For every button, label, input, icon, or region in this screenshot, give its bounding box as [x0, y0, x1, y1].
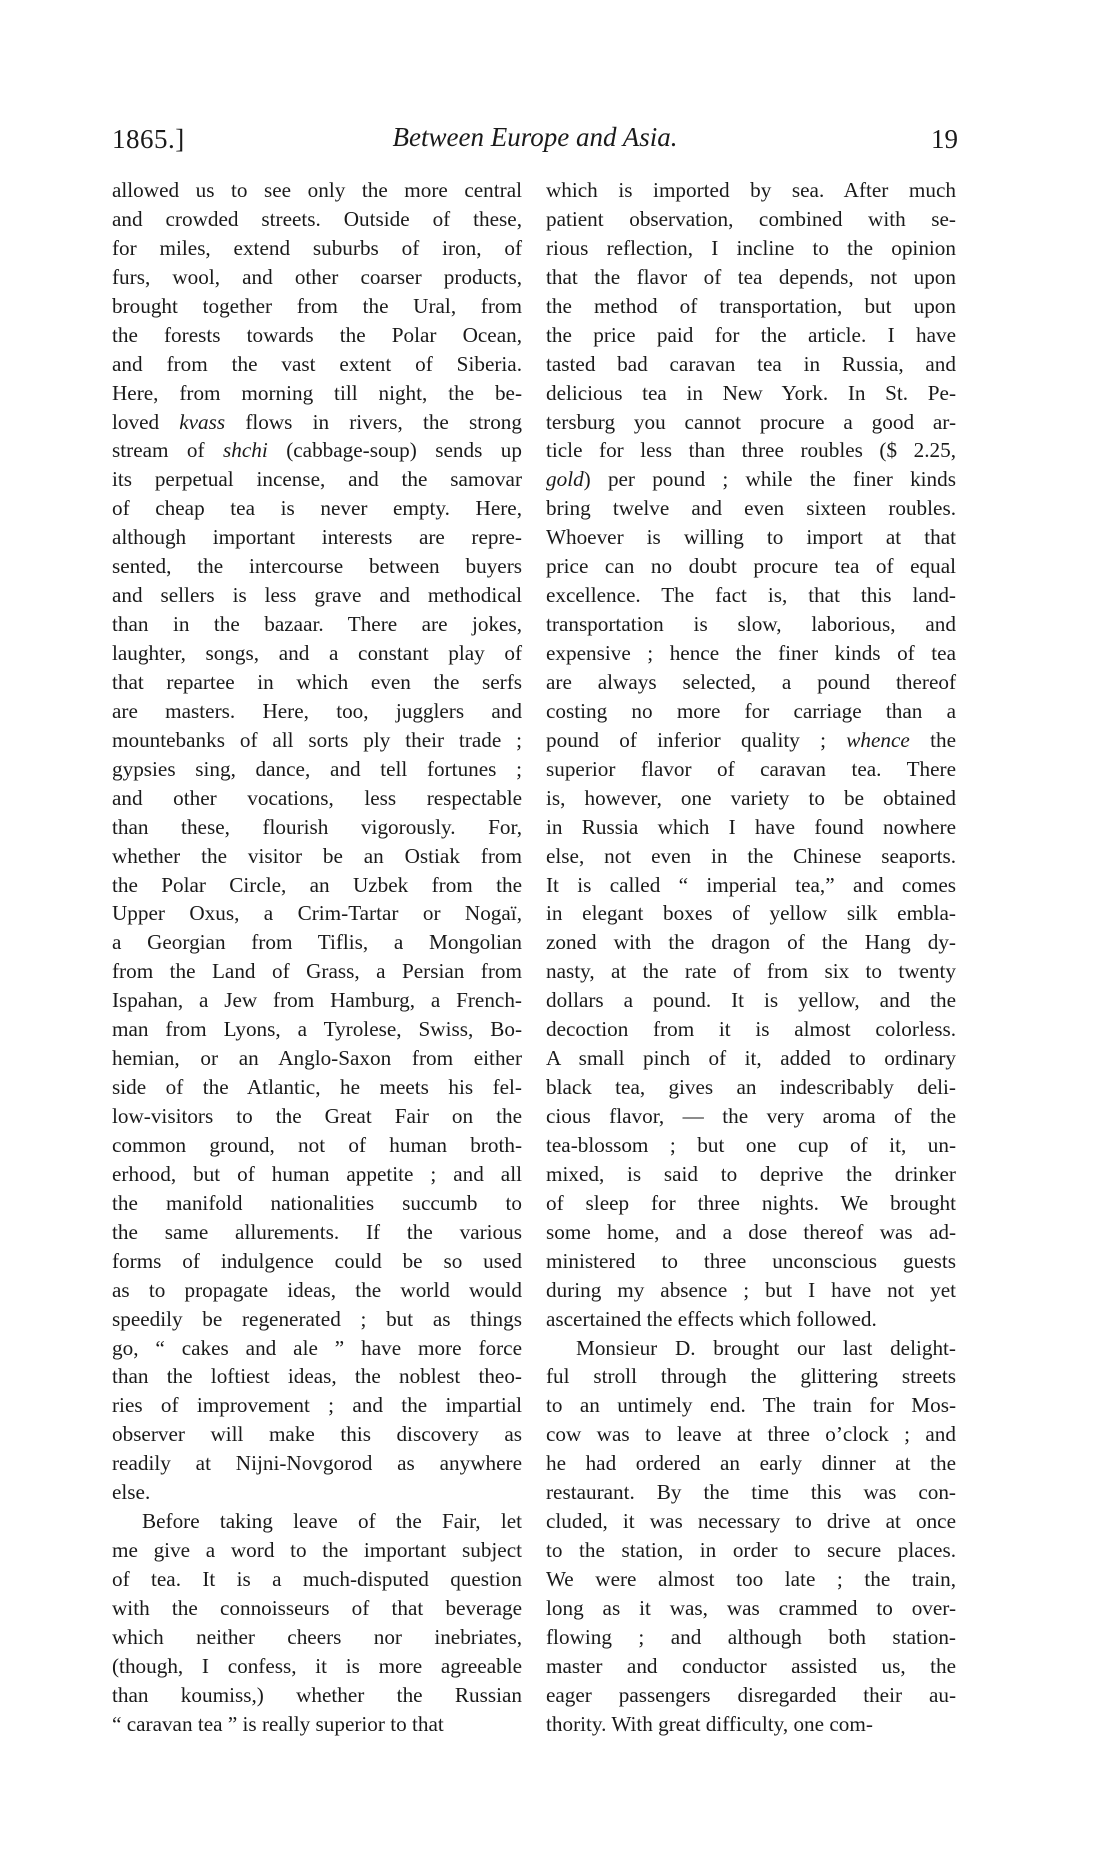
text-line: the forests towards the Polar Ocean,: [112, 322, 522, 347]
text-line: man from Lyons, a Tyrolese, Swiss, Bo-: [112, 1017, 522, 1042]
text-line: long as it was, was crammed to over-: [546, 1595, 956, 1620]
text-line: a Georgian from Tiflis, a Mongolian: [112, 930, 522, 955]
text-line: mountebanks of all sorts ply their trade ;: [112, 727, 522, 752]
text-line: and crowded streets. Outside of these,: [112, 206, 522, 231]
text-line: with the connoisseurs of that beverage: [112, 1595, 522, 1620]
text-line: black tea, gives an indescribably deli-: [546, 1075, 956, 1100]
text-line: observer will make this discovery as: [112, 1422, 522, 1447]
text-line: readily at Nijni-Novgorod as anywhere: [112, 1451, 522, 1476]
text-line: (though, I confess, it is more agreeable: [112, 1653, 522, 1678]
text-line: Upper Oxus, a Crim-Tartar or Nogaï,: [112, 901, 522, 926]
text-line: low-visitors to the Great Fair on the: [112, 1104, 522, 1128]
text-line: pound of inferior quality ; whence the: [546, 727, 956, 752]
text-line: brought together from the Ural, from: [112, 293, 522, 318]
text-line: tea-blossom ; but one cup of it, un-: [546, 1132, 956, 1157]
text-line: of tea. It is a much-disputed question: [112, 1567, 522, 1591]
text-line: thority. With great difficulty, one com-: [546, 1711, 873, 1736]
text-line: the manifold nationalities succumb to: [112, 1190, 522, 1215]
text-line: and from the vast extent of Siberia.: [112, 351, 522, 376]
text-line: ful stroll through the glittering streets: [546, 1364, 956, 1389]
text-line: stream of shchi (cabbage-soup) sends up: [112, 438, 522, 463]
text-line: loved kvass flows in rivers, the strong: [112, 409, 522, 434]
text-line: bring twelve and even sixteen roubles.: [546, 496, 956, 521]
text-line: nasty, at the rate of from six to twenty: [546, 959, 956, 984]
text-line: price can no doubt procure tea of equal: [546, 554, 956, 579]
text-line: in elegant boxes of yellow silk embla-: [546, 901, 956, 926]
text-line: and other vocations, less respectable: [112, 785, 522, 810]
right-column: [546, 176, 956, 1739]
text-line: than these, flourish vigorously. For,: [112, 814, 522, 839]
running-header: [112, 122, 958, 162]
text-line: patient observation, combined with se-: [546, 206, 956, 231]
text-line: that repartee in which even the serfs: [112, 669, 522, 694]
text-line: cluded, it was necessary to drive at once: [546, 1509, 956, 1534]
text-line: are always selected, a pound thereof: [546, 669, 956, 694]
text-line: go, “ cakes and ale ” have more force: [112, 1335, 522, 1360]
text-line: tasted bad caravan tea in Russia, and: [546, 351, 956, 376]
text-line: he had ordered an early dinner at the: [546, 1451, 956, 1476]
text-line: rious reflection, I incline to the opinion: [546, 235, 956, 260]
text-line: in Russia which I have found nowhere: [546, 814, 956, 839]
text-line: ministered to three unconscious guests: [546, 1248, 956, 1273]
text-line: are masters. Here, too, jugglers and: [112, 698, 522, 723]
text-line: from the Land of Grass, a Persian from: [112, 959, 522, 984]
text-line: Monsieur D. brought our last delight-: [576, 1335, 956, 1360]
text-line: of cheap tea is never empty. Here,: [112, 496, 522, 521]
text-line: master and conductor assisted us, the: [546, 1653, 956, 1678]
text-line: excellence. The fact is, that this land-: [546, 583, 956, 608]
text-line: forms of indulgence could be so used: [112, 1248, 522, 1273]
text-line: ries of improvement ; and the impartial: [112, 1393, 522, 1418]
text-line: flowing ; and although both station-: [546, 1624, 956, 1649]
text-line: cow was to leave at three o’clock ; and: [546, 1422, 956, 1447]
text-line: else, not even in the Chinese seaports.: [546, 843, 956, 868]
text-line: Before taking leave of the Fair, let: [142, 1509, 522, 1534]
text-line: the price paid for the article. I have: [546, 322, 956, 347]
text-line: ticle for less than three roubles ($ 2.25,: [546, 438, 956, 463]
text-line: the Polar Circle, an Uzbek from the: [112, 872, 522, 897]
italic-word: whence: [846, 727, 910, 752]
text-line: allowed us to see only the more central: [112, 178, 522, 202]
text-line: hemian, or an Anglo-Saxon from either: [112, 1046, 522, 1071]
text-line: zoned with the dragon of the Hang dy-: [546, 930, 956, 955]
text-line: dollars a pound. It is yellow, and the: [546, 988, 956, 1013]
text-line: else.: [112, 1480, 151, 1505]
italic-word: gold: [546, 467, 584, 492]
text-line: to the station, in order to secure places.: [546, 1538, 956, 1563]
text-line: some home, and a dose thereof was ad-: [546, 1219, 956, 1244]
text-line: that the flavor of tea depends, not upon: [546, 264, 956, 289]
text-line: A small pinch of it, added to ordinary: [546, 1046, 956, 1071]
text-line: transportation is slow, laborious, and: [546, 612, 956, 637]
left-column: [112, 176, 522, 1739]
text-line: gypsies sing, dance, and tell fortunes ;: [112, 756, 522, 781]
text-line: furs, wool, and other coarser products,: [112, 264, 522, 289]
text-line: the same allurements. If the various: [112, 1219, 522, 1244]
text-line: speedily be regenerated ; but as things: [112, 1306, 522, 1331]
header-title: Between Europe and Asia.: [392, 122, 678, 152]
text-line: laughter, songs, and a constant play of: [112, 641, 522, 665]
text-line: side of the Atlantic, he meets his fel-: [112, 1075, 522, 1100]
text-line: whether the visitor be an Ostiak from: [112, 843, 522, 868]
text-line: decoction from it is almost colorless.: [546, 1017, 956, 1042]
text-line: which is imported by sea. After much: [546, 178, 956, 202]
text-line: me give a word to the important subject: [112, 1538, 522, 1563]
text-line: common ground, not of human broth-: [112, 1132, 522, 1157]
text-line: costing no more for carriage than a: [546, 698, 956, 723]
text-line: Here, from morning till night, the be-: [112, 380, 522, 405]
text-line: the method of transportation, but upon: [546, 293, 956, 318]
text-line: erhood, but of human appetite ; and all: [112, 1161, 522, 1186]
text-line: is, however, one variety to be obtained: [546, 785, 956, 810]
text-line: to an untimely end. The train for Mos-: [546, 1393, 956, 1418]
text-line: It is called “ imperial tea,” and comes: [546, 872, 956, 897]
text-line: mixed, is said to deprive the drinker: [546, 1161, 956, 1186]
header-year: 1865.]: [112, 124, 185, 154]
text-line: during my absence ; but I have not yet: [546, 1277, 956, 1302]
text-line: “ caravan tea ” is really superior to that: [112, 1711, 444, 1736]
text-line: expensive ; hence the finer kinds of tea: [546, 641, 956, 665]
text-line: cious flavor, — the very aroma of the: [546, 1104, 956, 1128]
text-line: superior flavor of caravan tea. There: [546, 756, 956, 781]
text-line: Whoever is willing to import at that: [546, 525, 956, 550]
text-line: eager passengers disregarded their au-: [546, 1682, 956, 1707]
text-line: its perpetual incense, and the samovar: [112, 467, 522, 492]
page-number: 19: [931, 124, 958, 154]
text-line: Ispahan, a Jew from Hamburg, a French-: [112, 988, 522, 1013]
text-line: restaurant. By the time this was con-: [546, 1480, 956, 1505]
text-line: of sleep for three nights. We brought: [546, 1190, 956, 1215]
text-line: We were almost too late ; the train,: [546, 1567, 956, 1591]
text-line: delicious tea in New York. In St. Pe-: [546, 380, 956, 405]
italic-word: kvass: [179, 409, 226, 434]
text-line: tersburg you cannot procure a good ar-: [546, 409, 956, 434]
text-line: than koumiss,) whether the Russian: [112, 1682, 522, 1707]
text-line: although important interests are repre-: [112, 525, 522, 550]
text-line: and sellers is less grave and methodical: [112, 583, 522, 608]
text-line: gold) per pound ; while the finer kinds: [546, 467, 956, 492]
text-line: ascertained the effects which followed.: [546, 1306, 877, 1331]
text-line: for miles, extend suburbs of iron, of: [112, 235, 522, 260]
text-line: as to propagate ideas, the world would: [112, 1277, 522, 1302]
italic-word: shchi: [223, 438, 268, 463]
text-line: sented, the intercourse between buyers: [112, 554, 522, 579]
text-line: than the loftiest ideas, the noblest theo-: [112, 1364, 522, 1389]
text-line: which neither cheers nor inebriates,: [112, 1624, 522, 1649]
text-line: than in the bazaar. There are jokes,: [112, 612, 522, 637]
